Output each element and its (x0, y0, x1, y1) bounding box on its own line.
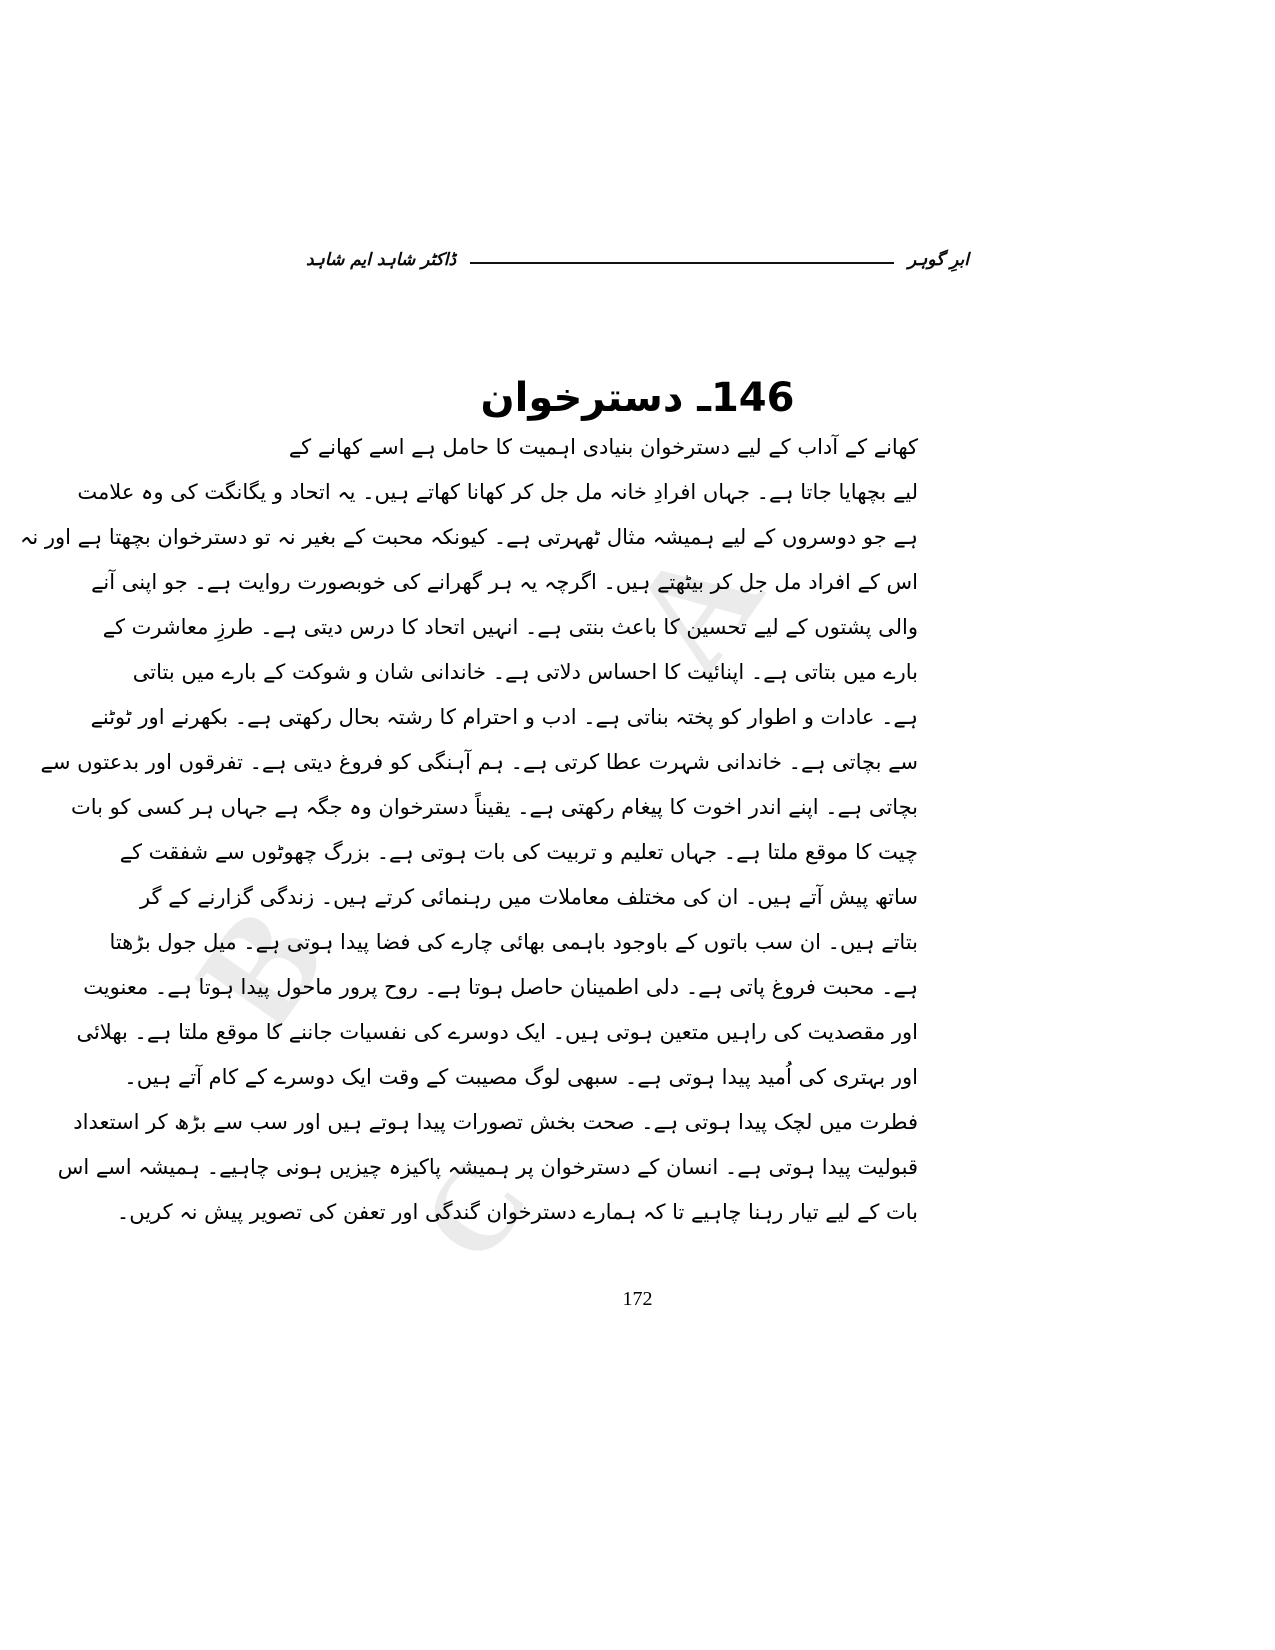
watermark-glyph: C (394, 1133, 556, 1284)
body-line: سے بچاتی ہے۔ خاندانی شہرت عطا کرتی ہے۔ ہم آہنگی کو فروغ دیتی ہے۔ تفرقوں اور بدعتوں سے (40, 750, 918, 774)
running-header (306, 238, 969, 282)
body-line: اس کے افراد مل جل کر بیٹھتے ہیں۔ اگرچہ یہ ہر گھرانے کی خوبصورت روایت ہے۔ جو اپنی آنے (91, 570, 918, 594)
body-text-block (20, 425, 918, 1235)
body-line: لیے بچھایا جاتا ہے۔ جہاں افرادِ خانہ مل جل کر کھانا کھاتے ہیں۔ یہ اتحاد و یگانگت کی وہ علامت (77, 480, 918, 504)
body-line: ہے۔ محبت فروغ پاتی ہے۔ دلی اطمینان حاصل ہوتا ہے۔ روح پرور ماحول پیدا ہوتا ہے۔ معنویت (83, 975, 918, 999)
body-line: ہے۔ عادات و اطوار کو پختہ بناتی ہے۔ ادب و احترام کا رشتہ بحال رکھتی ہے۔ بکھرنے اور ٹوٹنے (90, 705, 918, 729)
body-line: اور بہتری کی اُمید پیدا ہوتی ہے۔ سبھی لوگ مصیبت کے وقت ایک دوسرے کے کام آتے ہیں۔ (124, 1065, 918, 1089)
body-line: بات کے لیے تیار رہنا چاہیے تا کہ ہمارے دسترخوان گندگی اور تعفن کی تصویر پیش نہ کریں۔ (116, 1200, 918, 1224)
watermark-glyph: A (595, 512, 797, 700)
body-line: اور مقصدیت کی راہیں متعین ہوتی ہیں۔ ایک دوسرے کی نفسیات جاننے کا موقع ملتا ہے۔ بھلائی (76, 1020, 918, 1044)
body-line: بارے میں بتاتی ہے۔ اپنائیت کا احساس دلاتی ہے۔ خاندانی شان و شوکت کے بارے میں بتاتی (132, 660, 918, 684)
body-line: فطرت میں لچک پیدا ہوتی ہے۔ صحت بخش تصورات پیدا ہوتے ہیں اور سب سے بڑھ کر استعداد (73, 1110, 918, 1134)
body-line: ساتھ پیش آتے ہیں۔ ان کی مختلف معاملات میں رہنمائی کرتے ہیں۔ زندگی گزارنے کے گر (139, 885, 918, 909)
author-name-header: ڈاکٹر شاہد ایم شاہد (306, 249, 457, 270)
page-number: 172 (622, 1288, 653, 1310)
header-divider-rule (470, 262, 894, 264)
body-line: والی پشتوں کے لیے تحسین کا باعث بنتی ہے۔ انہیں اتحاد کا درس دیتی ہے۔ طرزِ معاشرت کے (102, 615, 918, 639)
body-line: چیت کا موقع ملتا ہے۔ جہاں تعلیم و تربیت کی بات ہوتی ہے۔ بزرگ چھوٹوں سے شفقت کے (119, 840, 918, 864)
body-line: بتاتے ہیں۔ ان سب باتوں کے باوجود باہمی بھائی چارے کی فضا پیدا ہوتی ہے۔ میل جول بڑھتا (109, 930, 918, 954)
body-line: ہے جو دوسروں کے لیے ہمیشہ مثال ٹھہرتی ہے۔ کیونکہ محبت کے بغیر نہ تو دسترخوان بچھتا ہے اور نہ (20, 525, 918, 549)
body-line: قبولیت پیدا ہوتی ہے۔ انسان کے دسترخوان پر ہمیشہ پاکیزہ چیزیں ہونی چاہیے۔ ہمیشہ اسے اس (57, 1155, 918, 1179)
watermark-glyph: B (164, 875, 360, 1057)
chapter-title: 146ـ دسترخوان (480, 374, 795, 421)
book-title-header: ابرِ گوہر (908, 249, 969, 270)
body-line: کھانے کے آداب کے لیے دسترخوان بنیادی اہمیت کا حامل ہے اسے کھانے کے (288, 435, 918, 459)
body-line: بچاتی ہے۔ اپنے اندر اخوت کا پیغام رکھتی ہے۔ یقیناً دسترخوان وہ جگہ ہے جہاں ہر کسی کو بات (70, 795, 918, 819)
